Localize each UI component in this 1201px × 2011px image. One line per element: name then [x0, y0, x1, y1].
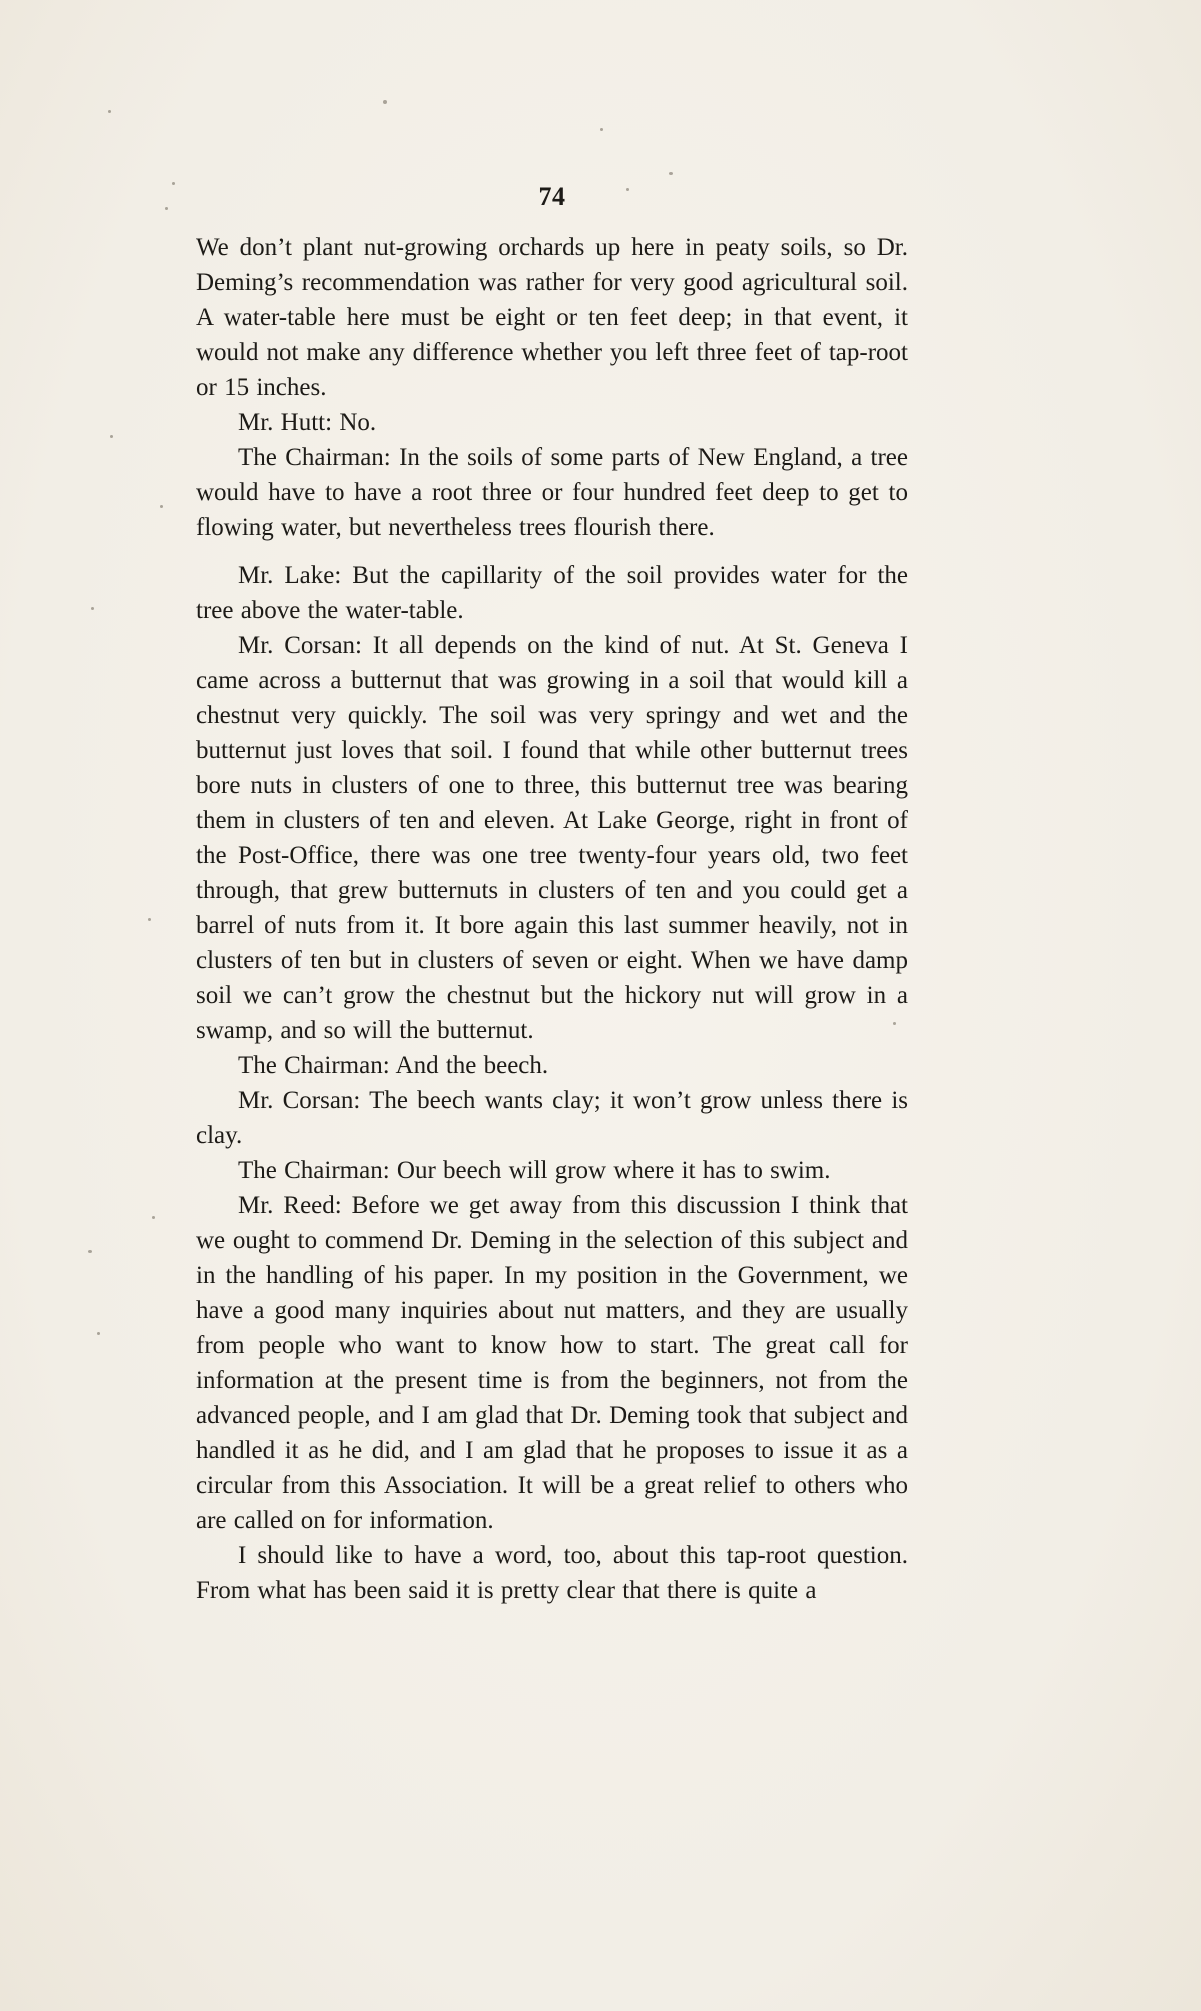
- scan-speck: [148, 918, 151, 921]
- paragraph-chairman-1: The Chairman: In the soils of some parts of New England, a tree would have to have a root three or four hundred feet deep to get to flowing water, but nevertheless trees flourish there.: [196, 444, 908, 541]
- paragraph-chairman-3: The Chairman: Our beech will grow where it has to swim.: [238, 1157, 831, 1184]
- page-number: 74: [538, 182, 566, 211]
- scan-speck: [600, 128, 603, 131]
- paragraph-lake: Mr. Lake: But the capillarity of the soil provides water for the tree above the water-table.: [196, 562, 908, 624]
- paragraph-continuation: We don’t plant nut-growing orchards up here in peaty soils, so Dr. Deming’s recommendation was rather for very good agricultural soil. A water-table here must be eight or ten feet deep; in that event, it would not make any difference whether you left three feet of tap-root or 15 inches.: [196, 234, 908, 401]
- scan-speck: [97, 1332, 100, 1335]
- scan-speck: [383, 100, 387, 104]
- scan-speck: [165, 207, 168, 210]
- body-text: [196, 230, 908, 1608]
- scan-speck: [152, 1216, 155, 1219]
- paragraph-tap-root: I should like to have a word, too, about this tap-root question. From what has been said it is pretty clear that there is quite a: [196, 1542, 908, 1604]
- paragraph-hutt: Mr. Hutt: No.: [238, 409, 377, 436]
- scan-speck: [172, 182, 175, 185]
- scan-speck: [160, 505, 163, 508]
- scan-speck: [88, 1250, 92, 1253]
- paragraph-reed: Mr. Reed: Before we get away from this discussion I think that we ought to commend Dr. Deming in the selection of this subject and in the handling of his paper. In my position in the Government, we have a good many inquiries about nut matters, and they are usually from people who want to know how to start. The great call for information at the present time is from the beginners, not from the advanced people, and I am glad that Dr. Deming took that subject and handled it as he did, and I am glad that he proposes to issue it as a circular from this Association. It will be a great relief to others who are called on for information.: [196, 1192, 908, 1534]
- scan-speck: [669, 172, 673, 175]
- scan-speck: [108, 110, 111, 113]
- paragraph-corsan-1: Mr. Corsan: It all depends on the kind of nut. At St. Geneva I came across a butternut that was growing in a soil that would kill a chestnut very quickly. The soil was very springy and wet and the butternut just loves that soil. I found that while other butternut trees bore nuts in clusters of one to three, this butternut tree was bearing them in clusters of ten and eleven. At Lake George, right in front of the Post-Office, there was one tree twenty-four years old, two feet through, that grew butternuts in clusters of ten and you could get a barrel of nuts from it. It bore again this last summer heavily, not in clusters of ten but in clusters of seven or eight. When we have damp soil we can’t grow the chestnut but the hickory nut will grow in a swamp, and so will the butternut.: [196, 632, 908, 1044]
- scan-speck: [110, 435, 113, 438]
- paragraph-corsan-2: Mr. Corsan: The beech wants clay; it won’t grow unless there is clay.: [196, 1087, 908, 1149]
- scan-speck: [91, 607, 94, 610]
- paragraph-chairman-2: The Chairman: And the beech.: [238, 1052, 549, 1079]
